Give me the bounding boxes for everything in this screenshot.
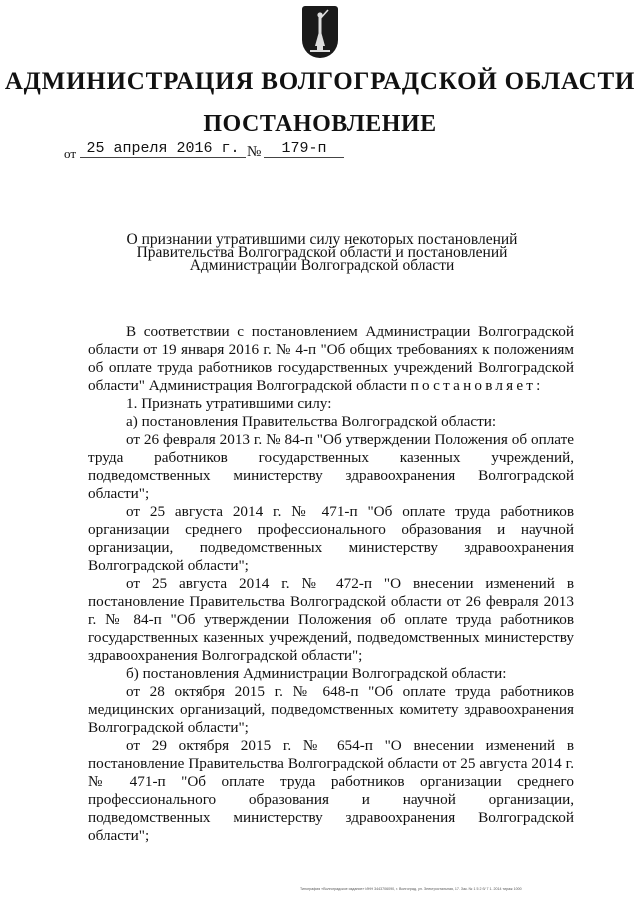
document-subject xyxy=(110,233,534,272)
body-paragraph: 1. Признать утратившими силу: xyxy=(126,395,332,412)
coat-of-arms-icon xyxy=(302,6,338,58)
body-paragraph: а) постановления Правительства Волгоградской области: xyxy=(126,413,497,430)
intro-text: В соответствии с постановлением Администрации Волгоградской области от 19 января 2016 г. № 4-п "Об общих требованиях к положениям об оплате труда работников государственных учреждений Волгоградской области" Администрация Волгоградской области xyxy=(88,323,574,394)
number-prefix: № xyxy=(247,144,262,160)
subject-line: Правительства Волгоградской области и постановлений xyxy=(136,244,508,261)
subject-line: О признании утратившими силу некоторых постановлений xyxy=(126,231,518,248)
body-paragraph: от 26 февраля 2013 г. № 84-п "Об утверждении Положения об оплате труда работников государственных казенных учреждений, подведомственных министерству здравоохранения Волгоградской области"; xyxy=(88,431,574,502)
document-number: 179-п xyxy=(264,140,344,158)
organization-title: АДМИНИСТРАЦИЯ ВОЛГОГРАДСКОЙ ОБЛАСТИ xyxy=(4,68,636,95)
date-prefix: от xyxy=(64,146,77,161)
body-paragraph: от 25 августа 2014 г. № 471-п "Об оплате труда работников организации среднего профессионального образования и научной организации, подведомственных министерству здравоохранения Волгоградской области"; xyxy=(88,503,574,574)
body-paragraph: от 25 августа 2014 г. № 472-п "О внесении изменений в постановление Правительства Волгоградской области от 26 февраля 2013 г. № 84-п "Об утверждении Положения об оплате труда работников государственных казенных учреждений, подведомственных министерству здравоохранения Волгоградской области"; xyxy=(88,575,574,664)
intro-paragraph xyxy=(88,323,574,395)
decree-word: постановляет: xyxy=(410,377,544,394)
printer-imprint: Типография «Волгоградское издание» ИНН 3443706090, г. Волгоград, ул. Электростальная, 17. Зак. № 1 5 2 б/ 7 1. 2014 тираж 1000 xyxy=(300,887,522,891)
document-date: 25 апреля 2016 г. xyxy=(80,140,246,158)
body-paragraph: б) постановления Администрации Волгоградской области: xyxy=(126,665,507,682)
body-paragraph: от 28 октября 2015 г. № 648-п "Об оплате труда работников медицинских организаций, подведомственных комитету здравоохранения Волгоградской области"; xyxy=(88,683,574,736)
document-type: ПОСТАНОВЛЕНИЕ xyxy=(203,111,437,137)
body-paragraph: от 29 октября 2015 г. № 654-п "О внесении изменений в постановление Правительства Волгоградской области от 25 августа 2014 г. № 471-п "Об оплате труда работников организации среднего профессионального образования и научной организации, подведомственных министерству здравоохранения Волгоградской области"; xyxy=(88,737,574,844)
subject-line: Администрации Волгоградской области xyxy=(189,257,455,274)
document-body xyxy=(88,323,574,845)
